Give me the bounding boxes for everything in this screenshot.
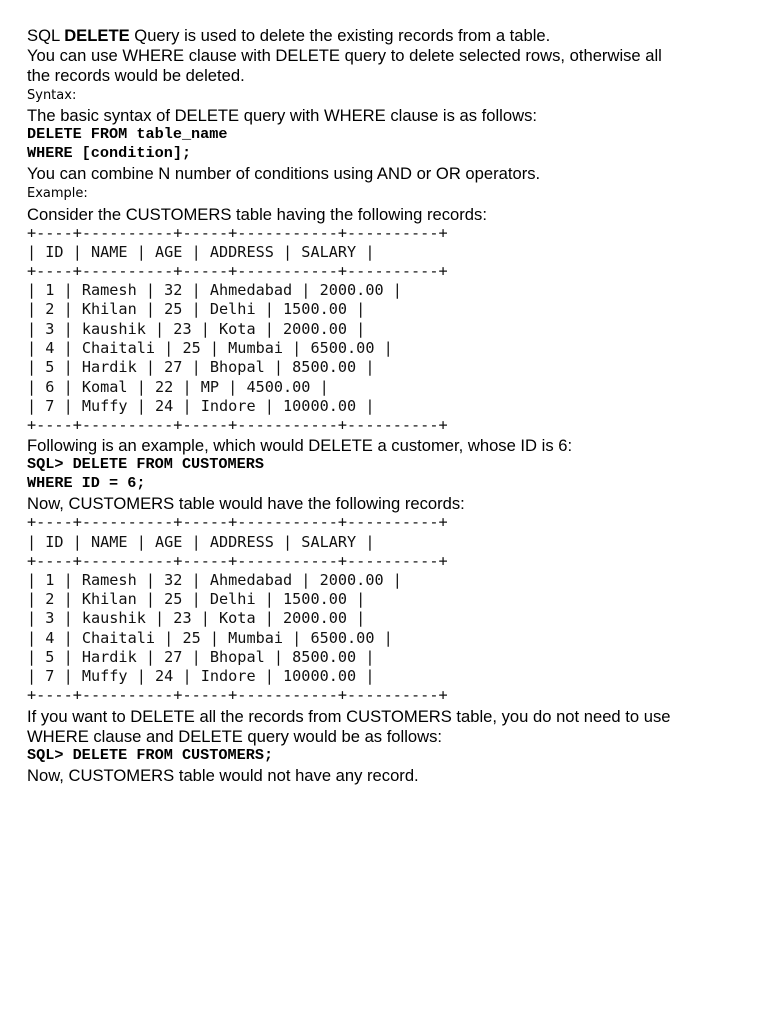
intro-line-1 <box>27 26 550 45</box>
syntax-note: You can combine N number of conditions using AND or OR operators. <box>27 164 541 183</box>
table-row: | 3 | kaushik | 23 | Kota | 2000.00 | <box>27 609 366 627</box>
table-row: | 5 | Hardik | 27 | Bhopal | 8500.00 | <box>27 648 375 666</box>
table-row: | 3 | kaushik | 23 | Kota | 2000.00 | <box>27 320 366 338</box>
table-full-header-border: +----+----------+-----+-----------+----------+ <box>27 262 448 280</box>
table-full-top-border: +----+----------+-----+-----------+----------+ <box>27 224 448 242</box>
table-row: | 1 | Ramesh | 32 | Ahmedabad | 2000.00 | <box>27 571 402 589</box>
delete-example-after: Now, CUSTOMERS table would have the following records: <box>27 494 465 513</box>
delete-all-after: Now, CUSTOMERS table would not have any record. <box>27 766 419 785</box>
table-row: | 6 | Komal | 22 | MP | 4500.00 | <box>27 378 329 396</box>
delete-example-code-line-2: WHERE ID = 6; <box>27 474 146 492</box>
table-full-bottom-border: +----+----------+-----+-----------+----------+ <box>27 416 448 434</box>
table-full-header: | ID | NAME | AGE | ADDRESS | SALARY | <box>27 243 375 261</box>
table-after-top-border: +----+----------+-----+-----------+----------+ <box>27 513 448 531</box>
delete-all-code: SQL> DELETE FROM CUSTOMERS; <box>27 746 274 764</box>
delete-example-code-line-1: SQL> DELETE FROM CUSTOMERS <box>27 455 264 473</box>
table-row: | 1 | Ramesh | 32 | Ahmedabad | 2000.00 | <box>27 281 402 299</box>
intro-line-2: You can use WHERE clause with DELETE query to delete selected rows, otherwise all <box>27 46 662 65</box>
table-row: | 2 | Khilan | 25 | Delhi | 1500.00 | <box>27 590 366 608</box>
table-row: | 4 | Chaitali | 25 | Mumbai | 6500.00 | <box>27 339 393 357</box>
delete-all-line-2: WHERE clause and DELETE query would be as follows: <box>27 727 443 746</box>
intro-delete-keyword: DELETE <box>64 26 130 45</box>
table-row: | 4 | Chaitali | 25 | Mumbai | 6500.00 | <box>27 629 393 647</box>
table-row: | 5 | Hardik | 27 | Bhopal | 8500.00 | <box>27 358 375 376</box>
table-after-header-border: +----+----------+-----+-----------+----------+ <box>27 552 448 570</box>
table-row: | 7 | Muffy | 24 | Indore | 10000.00 | <box>27 667 375 685</box>
syntax-code-line-2: WHERE [condition]; <box>27 144 192 162</box>
table-row: | 7 | Muffy | 24 | Indore | 10000.00 | <box>27 397 375 415</box>
example-description: Consider the CUSTOMERS table having the following records: <box>27 205 487 224</box>
intro-line-3: the records would be deleted. <box>27 66 245 85</box>
table-after-bottom-border: +----+----------+-----+-----------+----------+ <box>27 686 448 704</box>
table-after-header: | ID | NAME | AGE | ADDRESS | SALARY | <box>27 533 375 551</box>
syntax-heading: Syntax: <box>27 88 77 103</box>
table-row: | 2 | Khilan | 25 | Delhi | 1500.00 | <box>27 300 366 318</box>
delete-example-description: Following is an example, which would DELETE a customer, whose ID is 6: <box>27 436 573 455</box>
intro-rest-text: Query is used to delete the existing records from a table. <box>129 26 551 45</box>
delete-all-line-1: If you want to DELETE all the records from CUSTOMERS table, you do not need to use <box>27 707 671 726</box>
syntax-code-line-1: DELETE FROM table_name <box>27 125 228 143</box>
example-heading: Example: <box>27 186 88 201</box>
intro-sql-text: SQL <box>27 26 65 45</box>
syntax-description: The basic syntax of DELETE query with WHERE clause is as follows: <box>27 106 537 125</box>
